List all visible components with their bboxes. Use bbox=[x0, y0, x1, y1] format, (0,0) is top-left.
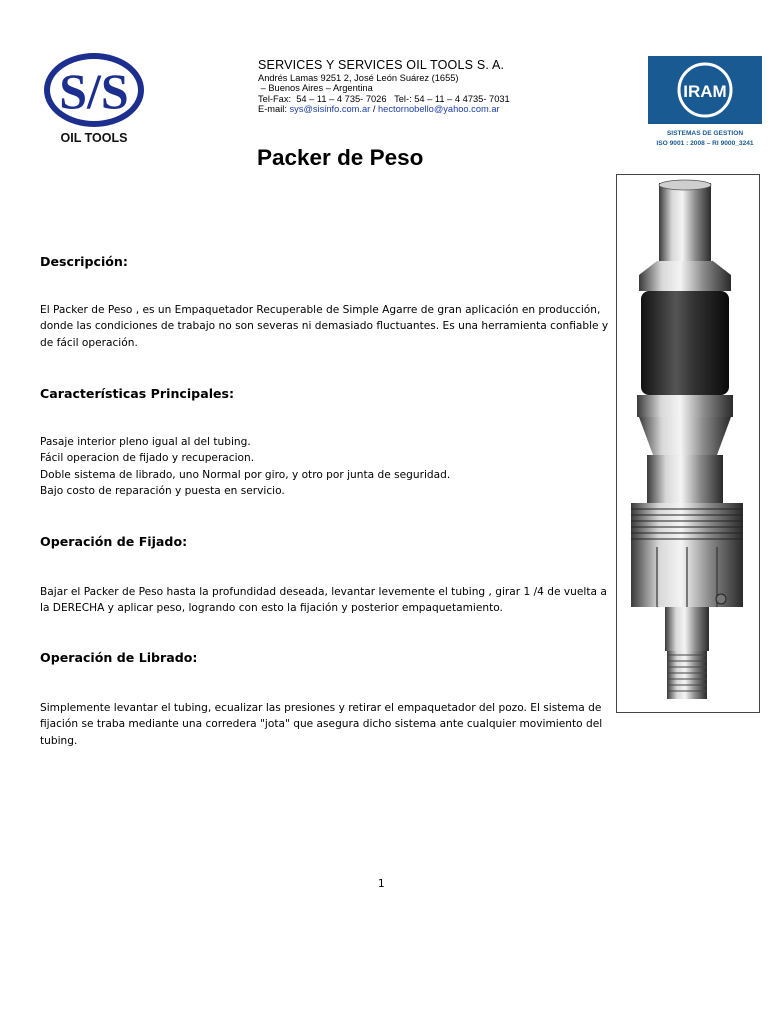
company-address-2: – Buenos Aires – Argentina bbox=[258, 83, 373, 94]
email-link-2[interactable]: hectornobello@yahoo.com.ar bbox=[378, 104, 500, 115]
descripcion-text bbox=[40, 302, 608, 351]
email-label: E-mail: bbox=[258, 104, 290, 115]
company-info bbox=[258, 59, 510, 115]
text-line: El Packer de Peso , es un Empaquetador Recuperable de Simple Agarre de gran aplicación en producción, bbox=[40, 304, 601, 316]
text-line: Doble sistema de librado, uno Normal por giro, y otro por junta de seguridad. bbox=[40, 468, 451, 481]
text-line: Bajo costo de reparación y puesta en servicio. bbox=[40, 485, 285, 498]
fijado-text bbox=[40, 584, 607, 617]
iram-caption-1: SISTEMAS DE GESTION bbox=[666, 130, 744, 137]
company-name: SERVICES Y SERVICES OIL TOOLS S. A. bbox=[258, 58, 505, 72]
iram-mark: IRAM bbox=[683, 82, 727, 101]
text-line: la DERECHA y aplicar peso, logrando con esto la fijación y posterior empaquetamiento. bbox=[40, 602, 503, 615]
sis-oil-tools-logo bbox=[42, 52, 146, 148]
descripcion-heading: Descripción: bbox=[40, 254, 128, 269]
email-separator: / bbox=[370, 104, 378, 115]
email-link-1[interactable]: sys@sisinfo.com.ar bbox=[289, 104, 371, 115]
caracteristicas-text bbox=[40, 434, 450, 500]
text-line: Simplemente levantar el tubing, ecualizar las presiones y retirar el empaquetador del pozo. El sistema de bbox=[40, 702, 602, 714]
text-line: Fácil operacion de fijado y recuperacion. bbox=[40, 452, 255, 465]
iram-caption-2: ISO 9001 : 2008 – RI 9000_3241 bbox=[656, 140, 754, 147]
text-line: donde las condiciones de trabajo no son severas ni demasiado fluctuantes. Es una herramienta confiable y bbox=[40, 320, 609, 333]
iram-logo bbox=[648, 56, 762, 150]
text-line: de fácil operación. bbox=[40, 336, 138, 349]
company-email-line bbox=[258, 104, 510, 115]
librado-text bbox=[40, 700, 602, 749]
company-address-1: Andrés Lamas 9251 2, José León Suárez (1655) bbox=[258, 72, 459, 83]
page-number: 1 bbox=[378, 878, 385, 890]
fijado-heading: Operación de Fijado: bbox=[40, 534, 188, 549]
company-phones: Tel-Fax: 54 – 11 – 4 735- 7026 Tel-: 54 – 11 – 4 4735- 7031 bbox=[258, 93, 510, 104]
text-line: Bajar el Packer de Peso hasta la profundidad deseada, levantar levemente el tubing , girar 1 /4 de vuelta a bbox=[40, 586, 607, 598]
text-line: tubing. bbox=[40, 734, 78, 747]
librado-heading: Operación de Librado: bbox=[40, 650, 198, 665]
text-line: Pasaje interior pleno igual al del tubing. bbox=[40, 436, 251, 448]
logo-caption: OIL TOOLS bbox=[60, 131, 128, 145]
page-title: Packer de Peso bbox=[257, 145, 424, 170]
logo-mark: S/S bbox=[59, 63, 129, 119]
caracteristicas-heading: Características Principales: bbox=[40, 386, 235, 401]
packer-photo bbox=[616, 174, 760, 713]
text-line: fijación se traba mediante una corredera "jota" que asegura dicho sistema ante cualquier movimiento del bbox=[40, 718, 603, 731]
